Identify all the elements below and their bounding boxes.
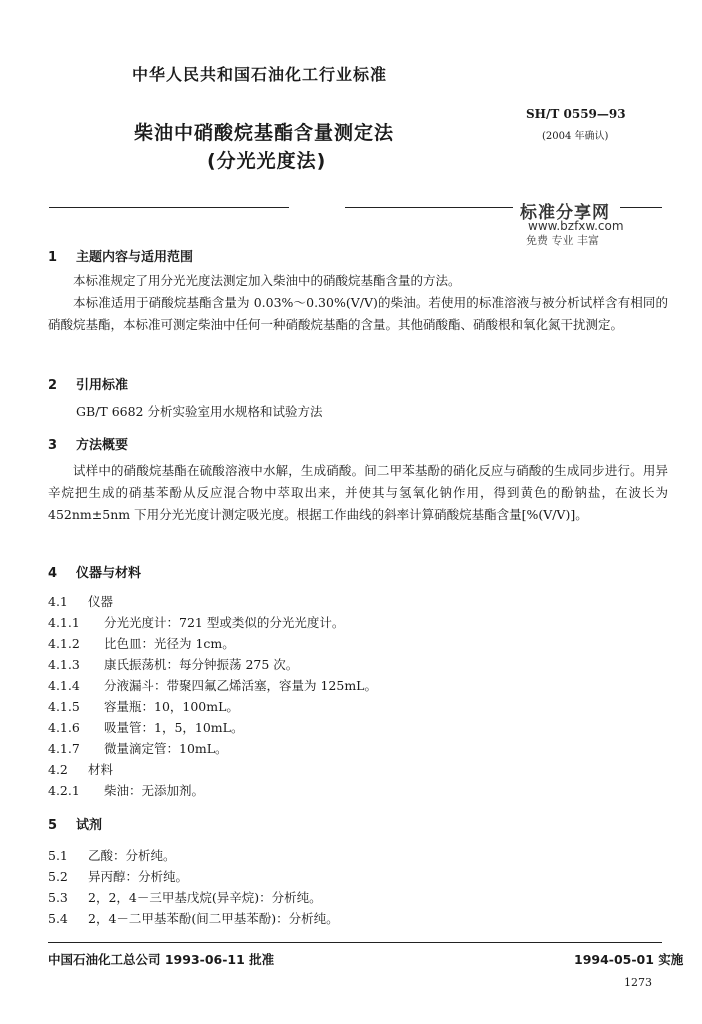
section-4-heading: [48, 562, 141, 581]
list-item: 5.3 2，2，4－三甲基戊烷(异辛烷)：分析纯。: [48, 890, 322, 905]
paragraph: 本标准适用于硝酸烷基酯含量为 0.03%～0.30%(V/V)的柴油。若使用的标准溶液与被分析试样含有相同的硝酸烷基酯，本标准可测定柴油中任何一种硝酸烷基酯的含量。其他硝酸酯、硝酸根和氧化氮干扰测定。: [48, 295, 668, 332]
list-item: 5.1 乙酸：分析纯。: [48, 848, 176, 863]
section-title: 引用标准: [76, 378, 129, 393]
section-number: 5: [48, 818, 58, 833]
section-title: 方法概要: [76, 438, 129, 453]
standard-number: SH/T 0559—93: [526, 107, 626, 121]
list-item: 4.1.4 分液漏斗：带聚四氟乙烯活塞，容量为 125mL。: [48, 678, 377, 693]
list-item: 5.4 2，4－二甲基苯酚(间二甲基苯酚)：分析纯。: [48, 911, 339, 926]
paragraph: 本标准规定了用分光光度法测定加入柴油中的硝酸烷基酯含量的方法。: [73, 273, 461, 288]
approval-info: 中国石油化工总公司 1993-06-11 批准: [48, 952, 275, 967]
section-number: 4: [48, 566, 58, 581]
section-title: 仪器与材料: [76, 566, 142, 581]
section-5-heading: [48, 814, 102, 833]
list-item: 4.1.2 比色皿：光径为 1cm。: [48, 636, 235, 651]
section-title: 试剂: [76, 818, 103, 833]
watermark-slogan: 免费 专业 丰富: [526, 234, 599, 247]
list-item: 4.1.6 吸量管：1，5，10mL。: [48, 720, 244, 735]
list-item: 4.2.1 柴油：无添加剂。: [48, 783, 205, 798]
list-item: 4.1.3 康氏振荡机：每分钟振荡 275 次。: [48, 657, 299, 672]
document-subtitle: (分光光度法): [207, 150, 327, 172]
list-item: 4.2 材料: [48, 762, 114, 777]
section-2-heading: [48, 374, 128, 393]
list-item: 4.1 仪器: [48, 594, 114, 609]
header-rule-right: [345, 207, 513, 208]
document-title: 柴油中硝酸烷基酯含量测定法: [134, 122, 395, 144]
watermark-site-name: 标准分享网: [520, 203, 610, 223]
footer-rule: [48, 942, 662, 943]
header-rule-right-end: [620, 207, 662, 208]
section-title: 主题内容与适用范围: [76, 250, 194, 265]
section-1-heading: [48, 246, 193, 265]
section-number: 3: [48, 438, 58, 453]
section-1-body: [48, 270, 668, 336]
watermark-url: www.bzfxw.com: [528, 219, 624, 233]
list-item: 4.1.5 容量瓶：10，100mL。: [48, 699, 239, 714]
list-item: 4.1.7 微量滴定管：10mL。: [48, 741, 228, 756]
section-3-heading: [48, 434, 128, 453]
header-rule-left: [49, 207, 289, 208]
section-3-body: [48, 460, 668, 526]
section-number: 2: [48, 378, 58, 393]
effective-date: 1994-05-01 实施: [574, 952, 684, 967]
section-number: 1: [48, 250, 58, 265]
list-item: 5.2 异丙醇：分析纯。: [48, 869, 189, 884]
paragraph: 试样中的硝酸烷基酯在硫酸溶液中水解，生成硝酸。间二甲苯基酚的硝化反应与硝酸的生成同步进行。用异辛烷把生成的硝基苯酚从反应混合物中萃取出来，并使其与氢氧化钠作用，得到黄色的酚钠盐，在波长为 452nm±5nm 下用分光光度计测定吸光度。根据工作曲线的斜率计算硝酸烷基酯含量[%(V/V)]。: [48, 463, 668, 522]
reference-standard: GB/T 6682 分析实验室用水规格和试验方法: [76, 404, 323, 419]
confirmation-note: (2004 年确认): [542, 131, 609, 142]
issuing-category: 中华人民共和国石油化工行业标准: [132, 65, 388, 84]
list-item: 4.1.1 分光光度计：721 型或类似的分光光度计。: [48, 615, 345, 630]
page-number: 1273: [624, 976, 652, 989]
